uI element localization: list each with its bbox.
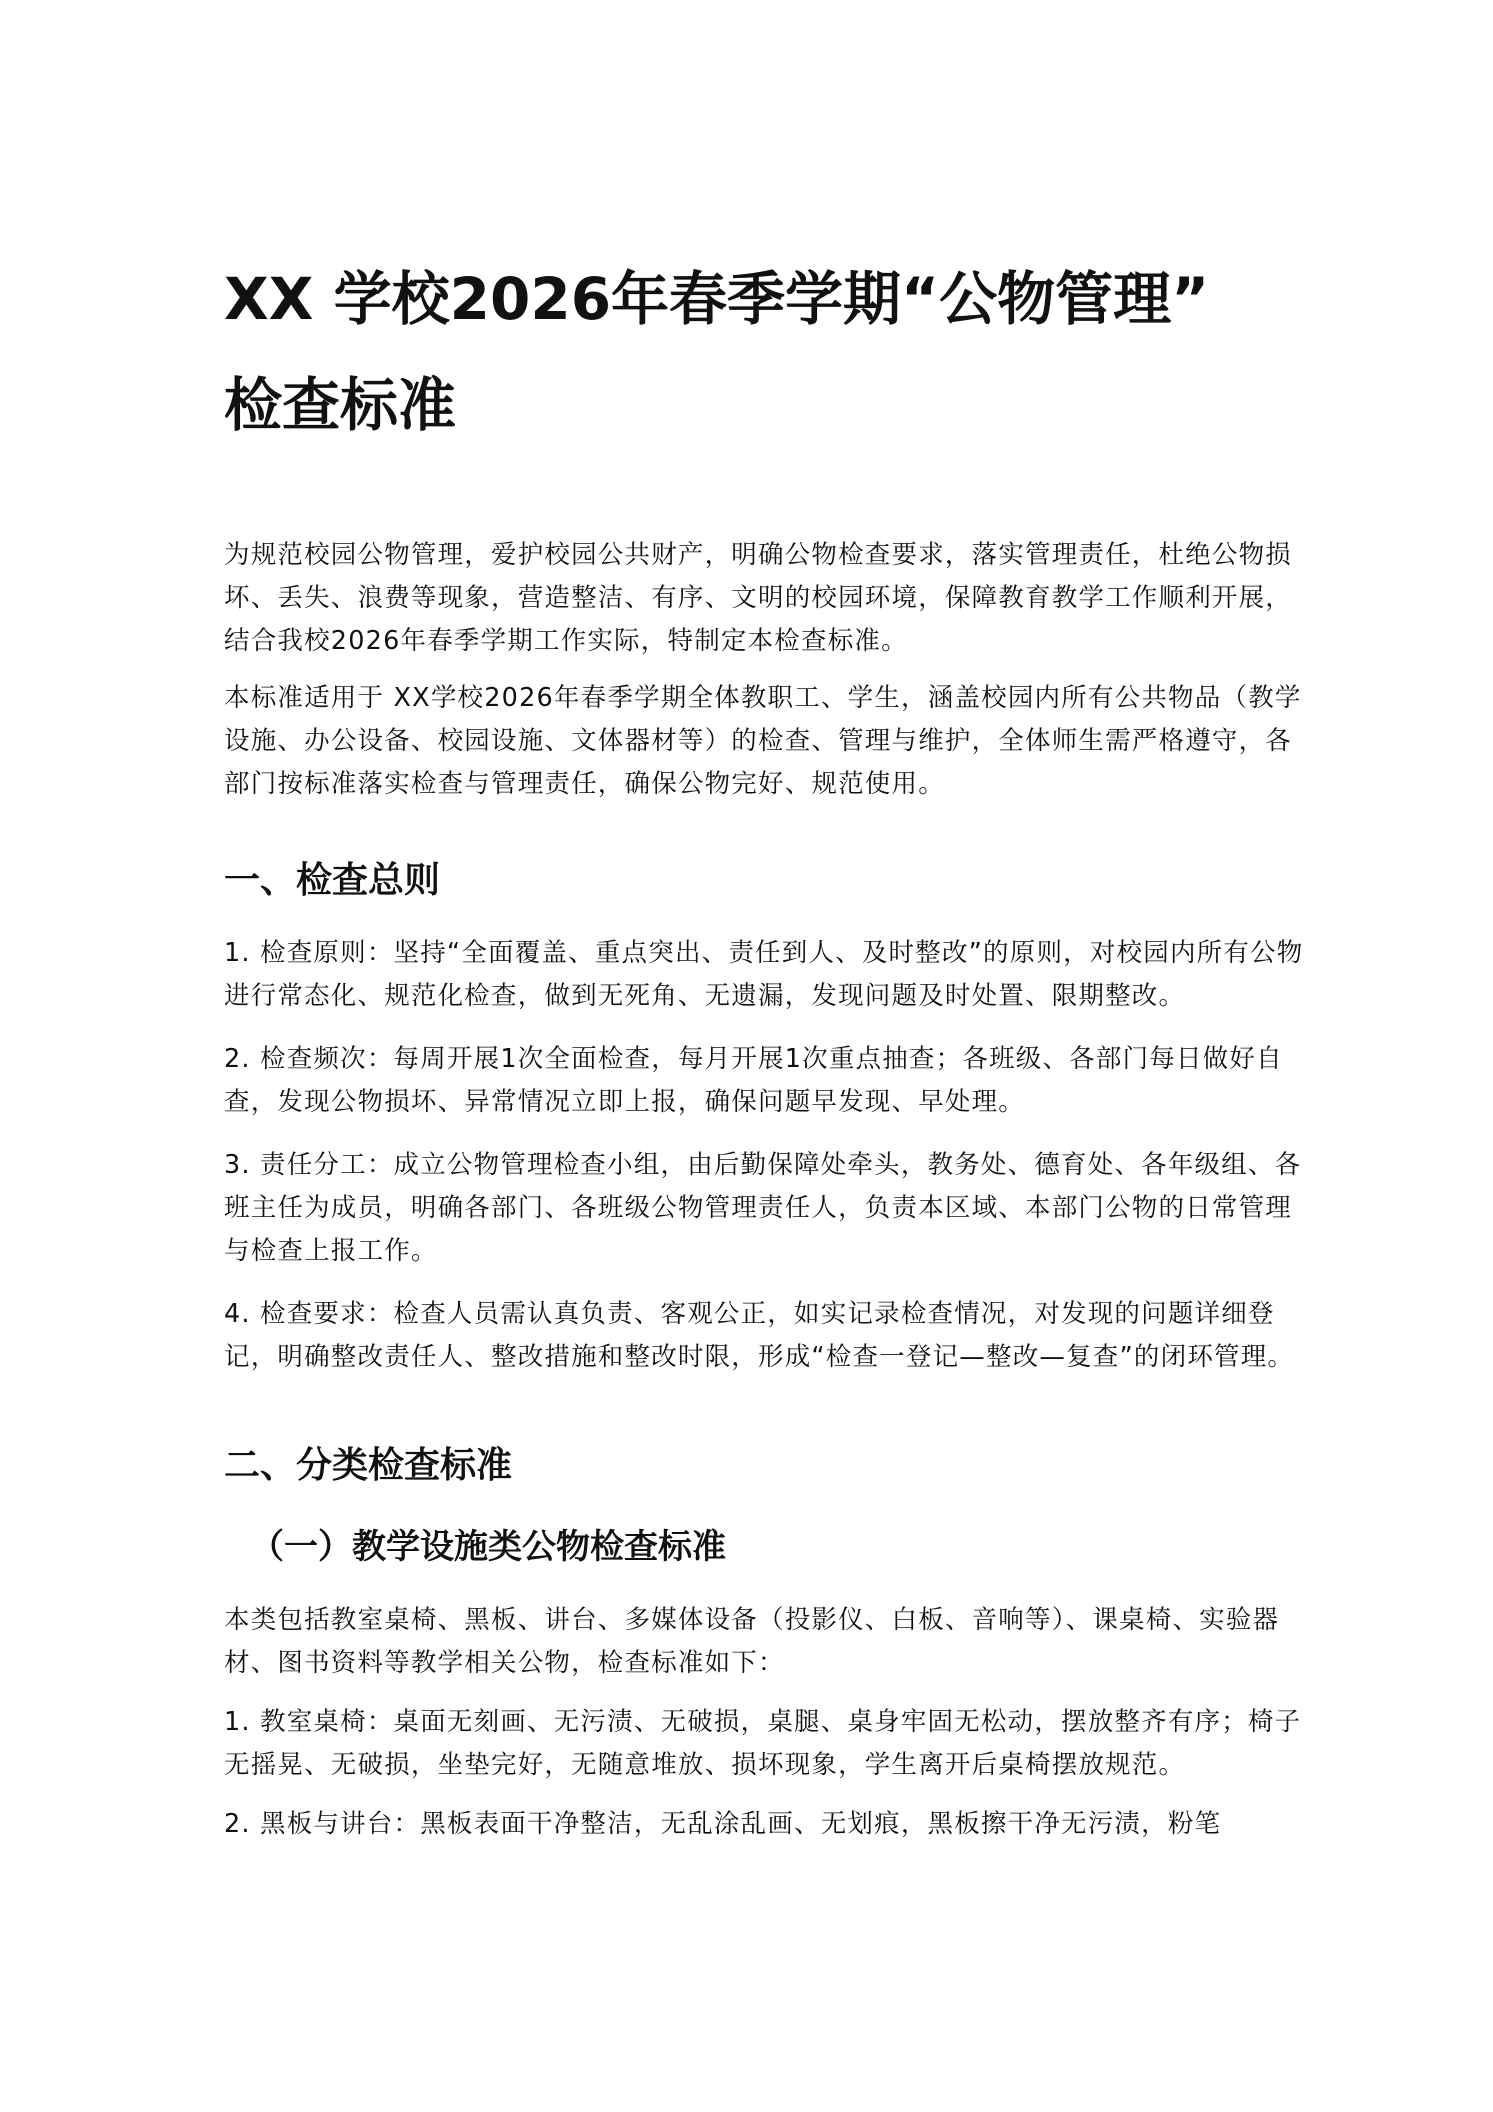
general-rules-list (224, 932, 1310, 1379)
list-item: 2. 黑板与讲台：黑板表面干净整洁，无乱涂乱画、无划痕，黑板擦干净无污渍，粉笔 (224, 1809, 1222, 1839)
list-item: 1. 教室桌椅：桌面无刻画、无污渍、无破损，桌腿、桌身牢固无松动，摆放整齐有序；椅子无摇晃、无破损，坐垫完好，无随意堆放、损坏现象，学生离开后桌椅摆放规范。 (224, 1707, 1302, 1780)
intro-section (224, 534, 1310, 806)
title-line-2: 检查标准 (224, 371, 457, 439)
intro-paragraph-2: 本标准适用于 XX学校2026年春季学期全体教职工、学生，涵盖校园内所有公共物品（教学设施、办公设备、校园设施、文体器材等）的检查、管理与维护，全体师生需严格遵守，各部门按标准落实检查与管理责任，确保公物完好、规范使用。 (224, 683, 1302, 799)
document-content (224, 246, 1310, 1846)
subsection-lead-paragraph: 本类包括教室桌椅、黑板、讲台、多媒体设备（投影仪、白板、音响等）、课桌椅、实验器材、图书资料等教学相关公物，检查标准如下： (224, 1605, 1280, 1678)
list-item: 4. 检查要求：检查人员需认真负责、客观公正，如实记录检查情况，对发现的问题详细登记，明确整改责任人、整改措施和整改时限，形成“检查一登记—整改—复查”的闭环管理。 (224, 1299, 1295, 1372)
list-item: 3. 责任分工：成立公物管理检查小组，由后勤保障处牵头，教务处、德育处、各年级组、各班主任为成员，明确各部门、各班级公物管理责任人，负责本区域、本部门公物的日常管理与检查上报工作。 (224, 1150, 1302, 1266)
intro-paragraph-1: 为规范校园公物管理，爱护校园公共财产，明确公物检查要求，落实管理责任，杜绝公物损坏、丢失、浪费等现象，营造整洁、有序、文明的校园环境，保障教育教学工作顺利开展，结合我校2026年春季学期工作实际，特制定本检查标准。 (224, 540, 1293, 656)
subsection-heading-teaching: （一）教学设施类公物检查标准 (250, 1527, 726, 1567)
teaching-facilities-list (224, 1701, 1310, 1846)
list-item: 2. 检查频次：每周开展1次全面检查，每月开展1次重点抽查；各班级、各部门每日做好自查，发现公物损坏、异常情况立即上报，确保问题早发现、早处理。 (224, 1044, 1283, 1117)
document-title (224, 246, 1310, 458)
section-heading-categories: 二、分类检查标准 (224, 1445, 513, 1486)
title-line-1: XX 学校2026年春季学期“公物管理” (224, 265, 1210, 333)
section-heading-general: 一、检查总则 (224, 860, 441, 901)
list-item: 1. 检查原则：坚持“全面覆盖、重点突出、责任到人、及时整改”的原则，对校园内所有公物进行常态化、规范化检查，做到无死角、无遗漏，发现问题及时处置、限期整改。 (224, 938, 1304, 1011)
